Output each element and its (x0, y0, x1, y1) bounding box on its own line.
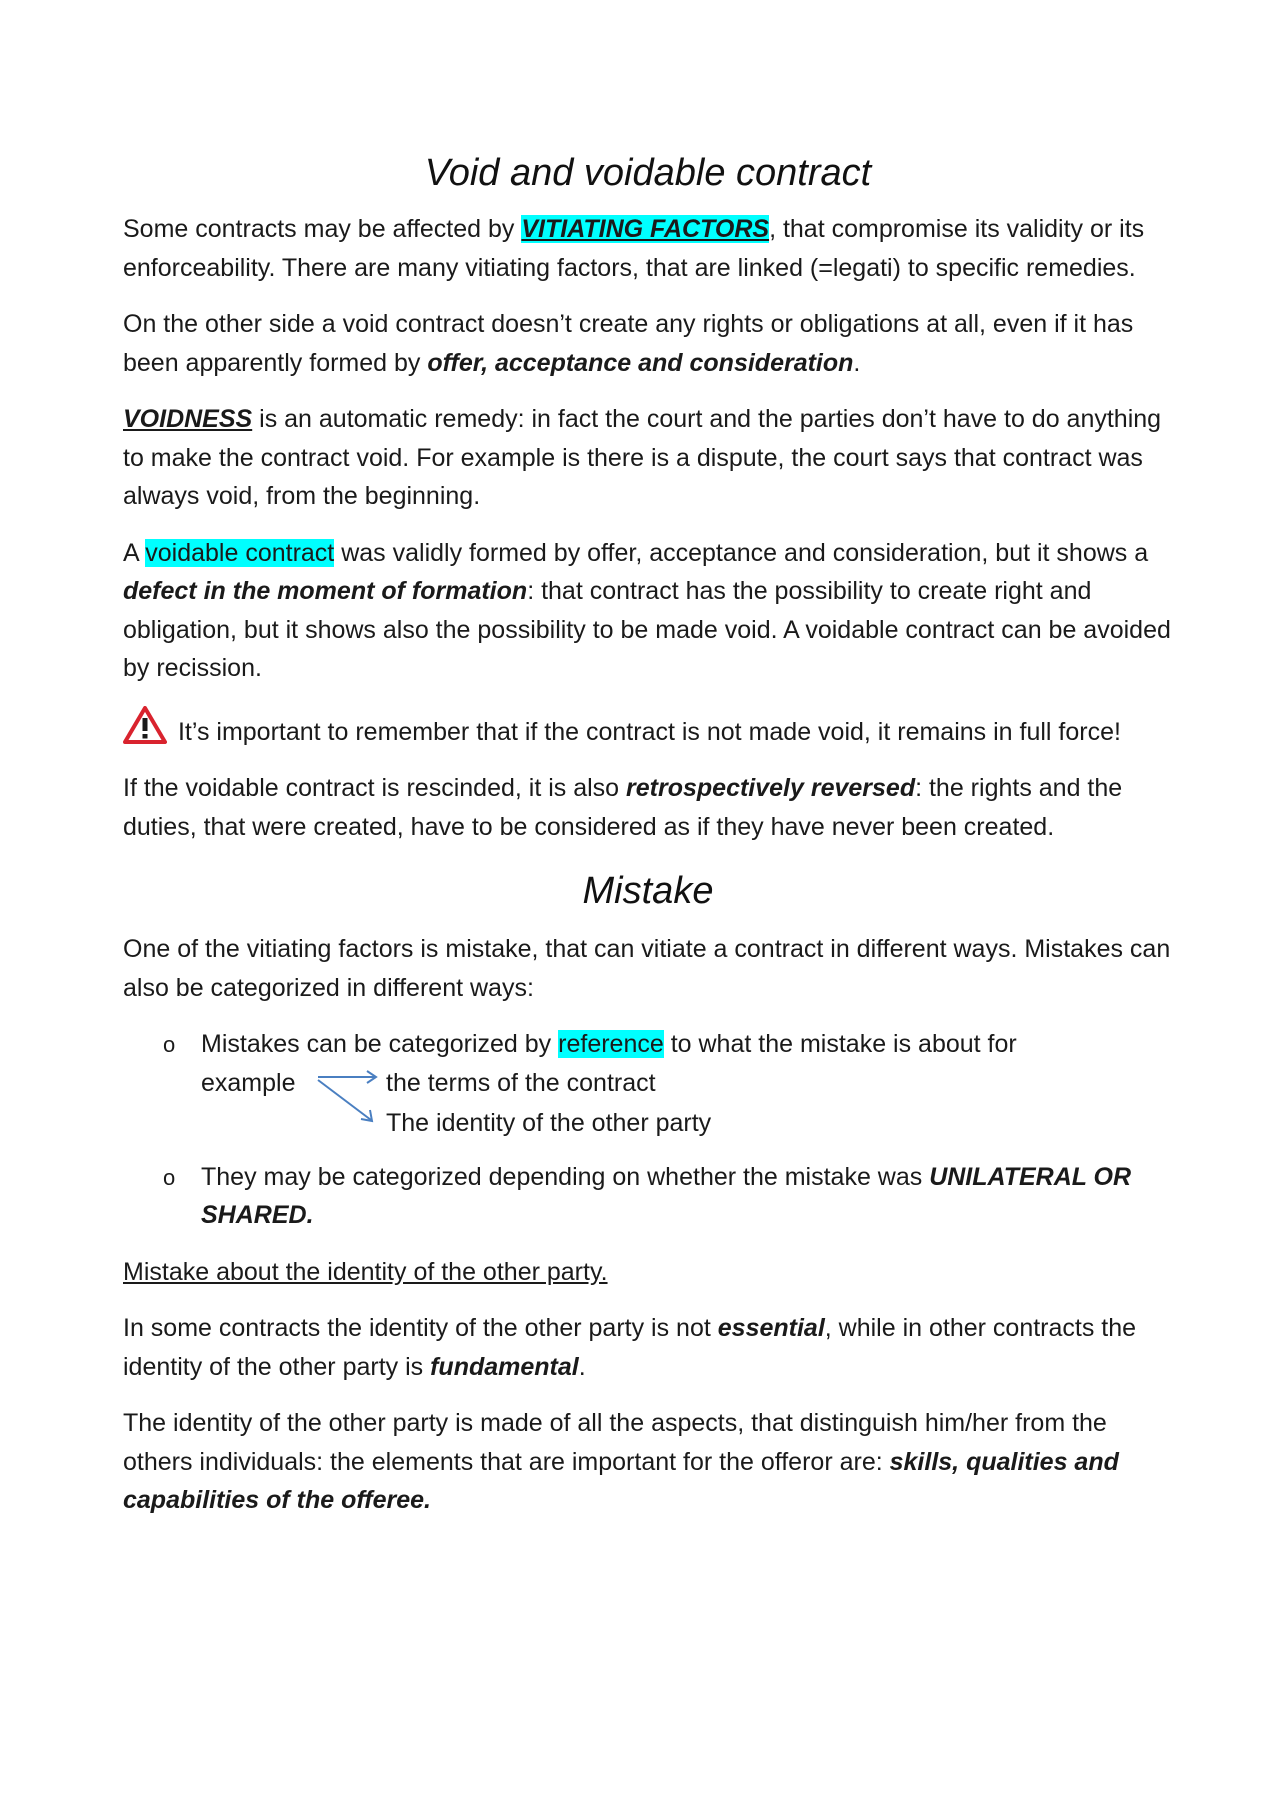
text: . (578, 1352, 586, 1381)
text: : that contract has the possibility to create right and obligation, but it shows also the possibility to be made void. A voidable contract can be avoided by recission. (123, 577, 1171, 682)
paragraph-void-contract (123, 305, 1173, 382)
paragraph-mistake-intro: One of the vitiating factors is mistake, that can vitiate a contract in different ways. Mistakes can also be categorized in different ways: (123, 935, 1171, 1002)
text: : the rights and the duties, that were created, have to be considered as if they have never been created. (123, 774, 1123, 841)
paragraph-identity-aspects (123, 1404, 1173, 1520)
bold-unilateral-shared: UNILATERAL OR SHARED. (201, 1162, 1132, 1229)
example-label: example (201, 1068, 296, 1097)
bold-defect-formation: defect in the moment of formation (123, 577, 528, 605)
paragraph-retrospective (123, 769, 1173, 846)
title-mistake: Mistake (582, 870, 714, 912)
warning-triangle-icon (123, 706, 167, 744)
text: to what the mistake is about for (663, 1030, 1017, 1058)
text: If the voidable contract is rescinded, it is also (123, 774, 627, 802)
text: In some contracts the identity of the other party is not (123, 1314, 718, 1342)
text: They may be categorized depending on whether the mistake was (201, 1162, 930, 1191)
bullet-symbol: o (163, 1032, 176, 1057)
paragraph-vitiating-factors (123, 210, 1173, 287)
warning-text: It’s important to remember that if the contract is not made void, it remains in full force! (171, 717, 1121, 746)
list-item-unilateral-shared (123, 1158, 1173, 1235)
bold-skills-qualities: skills, qualities and capabilities of the offeree. (123, 1447, 1119, 1514)
text: Mistakes can be categorized by (201, 1030, 559, 1058)
bullet-symbol: o (163, 1164, 176, 1190)
paragraph-voidable-contract (123, 534, 1173, 688)
text: . (853, 348, 861, 377)
paragraph-identity-essential (123, 1309, 1173, 1386)
branch-arrows-icon (313, 1042, 383, 1122)
text: is an automatic remedy: in fact the court and the parties don’t have to do anything to make the contract void. For example is there is a dispute, the court says that contract was always void, from the beginning. (123, 405, 1162, 510)
text: was validly formed by offer, acceptance and consideration, but it shows a (334, 538, 1149, 567)
subheading-identity-mistake: Mistake about the identity of the other party. (123, 1257, 608, 1286)
text: A (123, 538, 146, 567)
bold-fundamental: fundamental (430, 1352, 579, 1381)
title-void-voidable: Void and voidable contract (424, 152, 872, 194)
branch-identity-other-party: The identity of the other party (386, 1108, 712, 1137)
branch-terms-of-contract: the terms of the contract (386, 1068, 656, 1097)
bold-essential: essential (717, 1314, 825, 1342)
highlight-reference: reference (558, 1030, 664, 1058)
example-branches (201, 1064, 1173, 1140)
highlight-vitiating-factors: VITIATING FACTORS (521, 215, 770, 243)
highlight-voidable-contract: voidable contract (145, 538, 335, 567)
text: , that compromise its validity or its enforceability. There are many vitiating factors, that are linked (=legati) to specific remedies. (123, 215, 1145, 282)
paragraph-voidness (123, 400, 1173, 516)
document-content (123, 148, 1173, 1538)
text: Some contracts may be affected by (123, 215, 522, 243)
paragraph-warning (123, 706, 1173, 752)
mistake-categories-list (123, 1025, 1173, 1235)
text: On the other side a void contract doesn’t create any rights or obligations at all, even if it has been apparently formed by (123, 310, 1134, 377)
text: , while in other contracts the identity of the other party is (123, 1314, 1137, 1381)
bold-retrospectively-reversed: retrospectively reversed (626, 774, 916, 802)
list-item-reference (123, 1025, 1173, 1140)
term-voidness: VOIDNESS (123, 405, 253, 433)
bullet-text (201, 1158, 1173, 1235)
bold-offer-acceptance: offer, acceptance and consideration (427, 348, 854, 377)
text: The identity of the other party is made of all the aspects, that distinguish him/her from the others individuals: the elements that are important for the offeror are: (123, 1409, 1107, 1476)
